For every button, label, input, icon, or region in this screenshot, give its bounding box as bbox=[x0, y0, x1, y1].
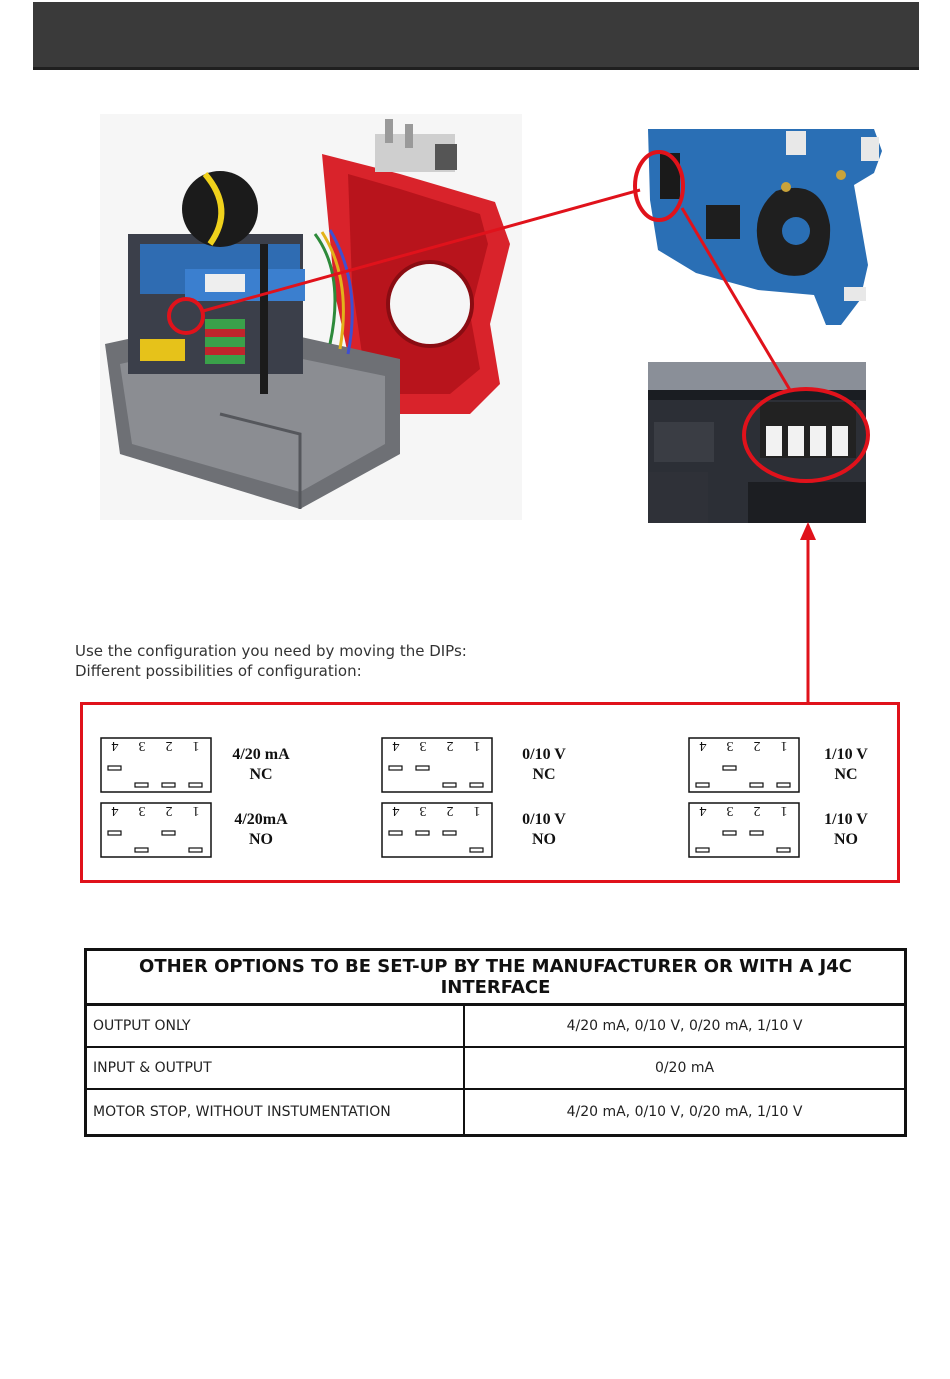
option-value: 4/20 mA, 0/10 V, 0/20 mA, 1/10 V bbox=[464, 1005, 906, 1048]
dip-switch-lever bbox=[696, 783, 709, 787]
dip-contact-type: NO bbox=[532, 831, 556, 848]
dip-switch-lever bbox=[189, 848, 202, 852]
dip-config-label bbox=[801, 745, 891, 785]
dip-switch-lever bbox=[389, 831, 402, 835]
callout-arrowhead bbox=[800, 522, 816, 540]
dip-switch-lever bbox=[189, 783, 202, 787]
dip-position-number: 4 bbox=[392, 802, 400, 818]
other-options-table bbox=[84, 948, 907, 1137]
dip-switch-diagram bbox=[688, 737, 800, 793]
dip-diagram bbox=[100, 737, 212, 798]
dip-position-number: 1 bbox=[192, 802, 200, 818]
dip-switch-lever bbox=[108, 831, 121, 835]
dip-switch-diagram bbox=[100, 737, 212, 793]
dip-contact-type: NC bbox=[834, 766, 858, 783]
dip-switch-lever bbox=[750, 783, 763, 787]
option-name: OUTPUT ONLY bbox=[86, 1005, 465, 1048]
intro-text bbox=[75, 641, 595, 681]
dip-position-number: 3 bbox=[419, 737, 427, 753]
dip-signal-type: 4/20mA bbox=[234, 811, 288, 828]
actuator-illustration bbox=[100, 114, 522, 520]
dip-signal-type: 1/10 V bbox=[824, 746, 868, 763]
table-row bbox=[86, 1089, 906, 1136]
dip-contact-type: NC bbox=[532, 766, 556, 783]
dip-diagram bbox=[100, 802, 212, 863]
dip-position-number: 3 bbox=[419, 802, 427, 818]
dip-position-number: 2 bbox=[753, 802, 761, 818]
intro-line-2: Different possibilities of configuration: bbox=[75, 662, 362, 680]
dip-contact-type: NO bbox=[834, 831, 858, 848]
dip-switch-lever bbox=[696, 848, 709, 852]
dip-signal-type: 1/10 V bbox=[824, 811, 868, 828]
dip-switch-diagram bbox=[381, 802, 493, 858]
dip-switch-lever bbox=[108, 766, 121, 770]
dip-position-number: 4 bbox=[699, 737, 707, 753]
option-name: INPUT & OUTPUT bbox=[86, 1047, 465, 1089]
dip-config-label bbox=[216, 745, 306, 785]
dip-position-number: 2 bbox=[446, 802, 454, 818]
dip-config-label bbox=[216, 810, 306, 850]
dip-switch-lever bbox=[723, 831, 736, 835]
dip-switch-lever bbox=[470, 848, 483, 852]
dip-switch-lever bbox=[750, 831, 763, 835]
dip-position-number: 1 bbox=[473, 802, 481, 818]
option-value: 4/20 mA, 0/10 V, 0/20 mA, 1/10 V bbox=[464, 1089, 906, 1136]
dip-switch-lever bbox=[162, 783, 175, 787]
dip-config-label bbox=[801, 810, 891, 850]
dip-position-number: 3 bbox=[726, 737, 734, 753]
dip-position-number: 1 bbox=[192, 737, 200, 753]
dip-position-number: 1 bbox=[780, 802, 788, 818]
dip-position-number: 3 bbox=[138, 737, 146, 753]
dip-position-number: 2 bbox=[165, 802, 173, 818]
dip-switch-photo bbox=[648, 362, 866, 523]
dip-switch-lever bbox=[135, 783, 148, 787]
dip-switch-lever bbox=[470, 783, 483, 787]
dip-switch-lever bbox=[443, 783, 456, 787]
dip-position-number: 4 bbox=[392, 737, 400, 753]
dip-contact-type: NO bbox=[249, 831, 273, 848]
dip-position-number: 1 bbox=[780, 737, 788, 753]
dip-signal-type: 0/10 V bbox=[522, 811, 566, 828]
dip-position-number: 2 bbox=[165, 737, 173, 753]
dip-config-label bbox=[499, 810, 589, 850]
dip-diagram bbox=[381, 802, 493, 863]
dip-switch-lever bbox=[723, 766, 736, 770]
dip-switch-diagram bbox=[381, 737, 493, 793]
dip-diagram bbox=[688, 737, 800, 798]
dip-switch-lever bbox=[777, 783, 790, 787]
dip-switch-diagram bbox=[100, 802, 212, 858]
dip-switch-lever bbox=[777, 848, 790, 852]
actuator-photo bbox=[100, 114, 522, 520]
circuit-board-illustration bbox=[636, 125, 886, 330]
dip-contact-type: NC bbox=[249, 766, 273, 783]
dip-switch-lever bbox=[443, 831, 456, 835]
dip-switch-lever bbox=[416, 766, 429, 770]
dip-position-number: 1 bbox=[473, 737, 481, 753]
dip-diagram bbox=[381, 737, 493, 798]
dip-switch-diagram bbox=[688, 802, 800, 858]
dip-position-number: 4 bbox=[699, 802, 707, 818]
dip-switch-lever bbox=[389, 766, 402, 770]
dip-switch-illustration bbox=[648, 362, 866, 523]
circuit-board-photo bbox=[636, 125, 886, 330]
table-row bbox=[86, 1047, 906, 1089]
option-name: MOTOR STOP, WITHOUT INSTUMENTATION bbox=[86, 1089, 465, 1136]
dip-position-number: 2 bbox=[446, 737, 454, 753]
dip-position-number: 2 bbox=[753, 737, 761, 753]
dip-switch-lever bbox=[162, 831, 175, 835]
dip-position-number: 4 bbox=[111, 802, 119, 818]
table-title: OTHER OPTIONS TO BE SET-UP BY THE MANUFACTURER OR WITH A J4C INTERFACE bbox=[86, 950, 906, 1005]
intro-line-1: Use the configuration you need by moving the DIPs: bbox=[75, 642, 467, 660]
dip-signal-type: 4/20 mA bbox=[232, 746, 290, 763]
table-row bbox=[86, 1005, 906, 1048]
dip-diagram bbox=[688, 802, 800, 863]
header-bar bbox=[33, 2, 919, 70]
dip-config-label bbox=[499, 745, 589, 785]
dip-position-number: 3 bbox=[726, 802, 734, 818]
dip-switch-lever bbox=[416, 831, 429, 835]
dip-position-number: 4 bbox=[111, 737, 119, 753]
option-value: 0/20 mA bbox=[464, 1047, 906, 1089]
dip-switch-lever bbox=[135, 848, 148, 852]
dip-signal-type: 0/10 V bbox=[522, 746, 566, 763]
dip-position-number: 3 bbox=[138, 802, 146, 818]
